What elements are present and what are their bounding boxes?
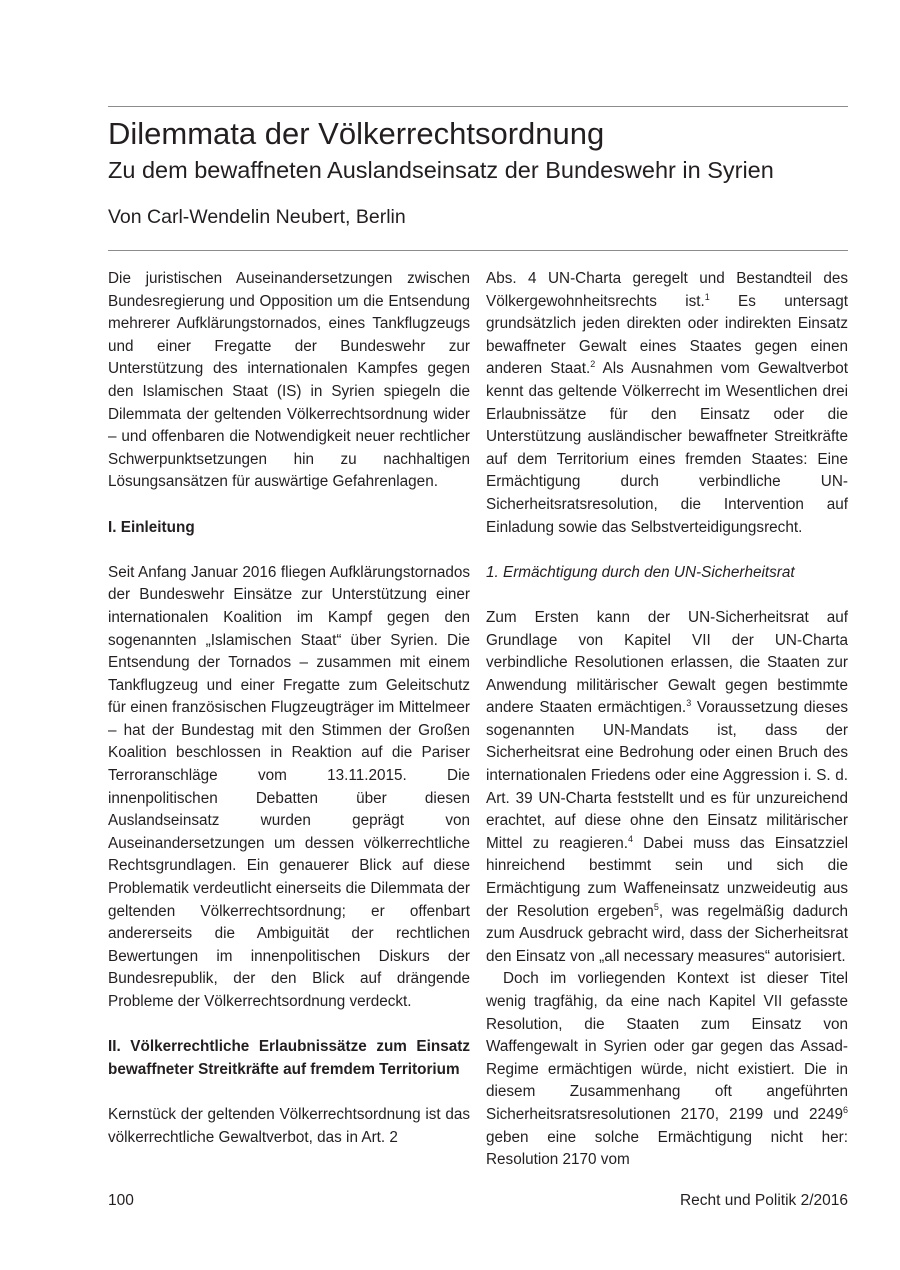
- body-paragraph: Seit Anfang Januar 2016 fliegen Aufklärungstornados der Bundeswehr Einsätze zur Unterstützung einer internationalen Koalition im Kampf gegen den sogenannten „Islamischen Staat“ über Syrien. Die Entsendung der Tornados – zusammen mit einem Tankflugzeug und einer Fregatte zum Geleitschutz für einen französischen Flugzeugträger im Mittelmeer – hat der Bundestag mit den Stimmen der Großen Koalition beschlossen in Reaktion auf die Pariser Terroranschläge vom 13.11.2015. Die innenpolitischen Debatten über diesen Auslandseinsatz wurden geprägt von Auseinandersetzungen um dessen völkerrechtliche Rechtsgrundlagen. Ein genauerer Blick auf diese Problematik verdeutlicht einerseits die Dilemmata der geltenden Völkerrechtsordnung; er offenbart andererseits die Ambiguität der rechtlichen Bewertungen im innenpolitischen Diskurs der Bundesrepublik, der den Blick auf drängende Probleme der Völkerrechtsordnung verdeckt.: [108, 563, 470, 1010]
- footnote-marker: 5: [653, 901, 659, 912]
- footnote-marker: 6: [842, 1104, 848, 1115]
- left-column: [108, 268, 470, 1149]
- body-paragraph: Kernstück der geltenden Völkerrechtsordnung ist das völkerrechtliche Gewaltverbot, das in Art. 2: [108, 1105, 470, 1146]
- top-rule: [108, 106, 848, 107]
- header-rule: [108, 250, 848, 251]
- article-subtitle: Zu dem bewaffneten Auslandseinsatz der Bundeswehr in Syrien: [108, 157, 774, 183]
- footnote-marker: 2: [590, 359, 596, 370]
- abstract-paragraph: Die juristischen Auseinandersetzungen zwischen Bundesregierung und Opposition um die Entsendung mehrerer Aufklärungstornados, eines Tankflugzeugs und einer Fregatte der Bundeswehr zur Unterstützung des internationalen Kampfes gegen den Islamischen Staat (IS) in Syrien spiegeln die Dilemmata der geltenden Völkerrechtsordnung wider – und offenbaren die Notwendigkeit neuer rechtlicher Schwerpunktsetzungen hin zu nachhaltigen Lösungsansätzen für auswärtige Gefahrenlagen.: [108, 270, 470, 491]
- page-number: 100: [108, 1192, 134, 1209]
- body-paragraph: Zum Ersten kann der UN-Sicherheitsrat auf Grundlage von Kapitel VII der UN-Charta verbindliche Resolutionen erlassen, die Staaten zur Anwendung militärischer Gewalt gegen bestimmte andere Staaten ermächtigen.$^3$ Voraussetzung dieses sogenannten UN-Mandats ist, dass der Sicherheitsrat eine Bedrohung oder einen Bruch des internationalen Friedens oder eine Aggression i. S. d. Art. 39 UN-Charta feststellt und es für unzureichend erachtet, auf diese ohne den Einsatz militärischer Mittel zu reagieren.$^4$ Dabei muss das Einsatzziel hinreichend bestimmt sein und sich die Ermächtigung zum Waffeneinsatz unzweideutig aus der Resolution ergeben$^5$, was regelmäßig dadurch zum Ausdruck gebracht wird, dass der Sicherheitsrat den Einsatz von „all necessary measures“ autorisiert.: [486, 608, 849, 965]
- journal-citation: Recht und Politik 2/2016: [679, 1192, 848, 1209]
- footnote-marker: 1: [704, 291, 710, 302]
- footnote-marker: 3: [686, 698, 692, 709]
- body-paragraph: Doch im vorliegenden Kontext ist dieser Titel wenig tragfähig, da eine nach Kapitel VII gefasste Resolution, die Staaten zum Einsatz von Waffengewalt in Syrien oder gar gegen das Assad-Regime ermächtigen würde, nicht existiert. Die in diesem Zusammenhang oft angeführten Sicherheitsratsresolutionen 2170, 2199 und 2249$^6$ geben eine solche Ermächtigung nicht her: Resolution 2170 vom: [486, 970, 848, 1169]
- article-title: Dilemmata der Völkerrechtsordnung: [108, 116, 605, 151]
- subsection-heading: 1. Ermächtigung durch den UN-Sicherheitsrat: [486, 563, 795, 581]
- body-paragraph: Abs. 4 UN-Charta geregelt und Bestandteil des Völkergewohnheitsrechts ist.$^1$ Es untersagt grundsätzlich jeden direkten oder indirekten Einsatz bewaffneter Gewalt eines Staates gegen einen anderen Staat.$^2$ Als Ausnahmen vom Gewaltverbot kennt das geltende Völkerrecht im Wesentlichen drei Erlaubnissätze für den Einsatz oder die Unterstützung ausländischer bewaffneter Streitkräfte auf dem Territorium eines fremden Staates: Eine Ermächtigung durch verbindliche UN-Sicherheitsratsresolution, die Intervention auf Einladung sowie das Selbstverteidigungsrecht.: [486, 270, 848, 536]
- footnote-marker: 4: [627, 833, 633, 844]
- section-heading-erlaubnissaetze: II. Völkerrechtliche Erlaubnissätze zum Einsatz bewaffneter Streitkräfte auf fremdem Territorium: [108, 1038, 470, 1078]
- author-line: Von Carl-Wendelin Neubert, Berlin: [108, 206, 406, 228]
- section-heading-einleitung: I. Einleitung: [108, 518, 195, 536]
- right-column: [486, 268, 848, 1172]
